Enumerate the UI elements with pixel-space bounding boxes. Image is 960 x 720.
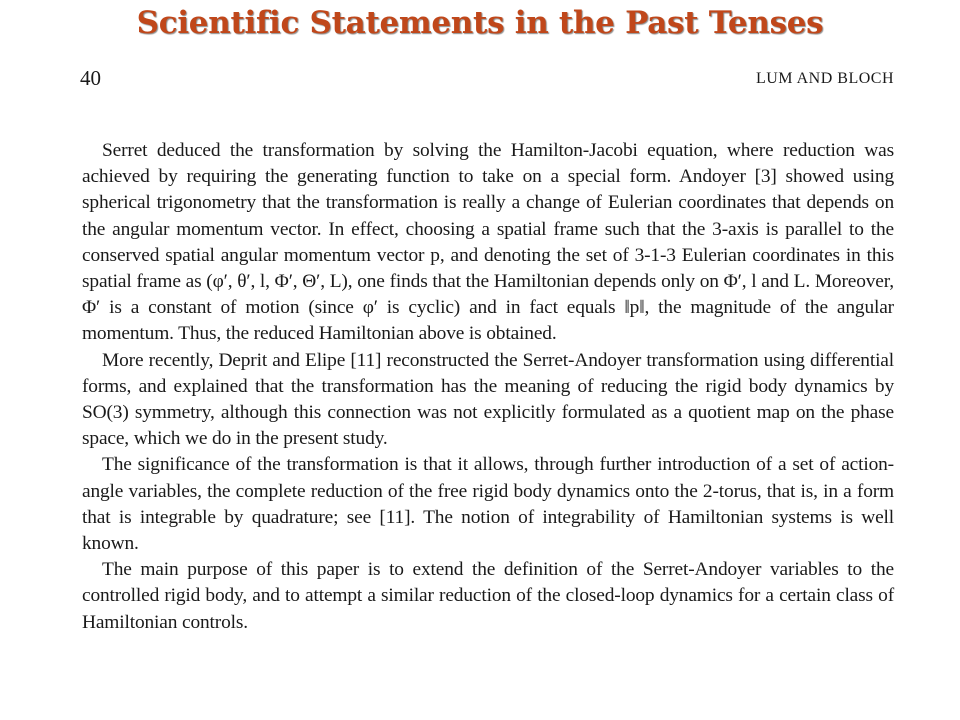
paragraph-main-purpose: The main purpose of this paper is to extend the definition of the Serret-Andoyer variables to the controlled rigid body, and to attempt a similar reduction of the closed-loop dynamics for a certain class of Hamiltonian controls.	[82, 559, 894, 633]
slide-title: Scientific Statements in the Past Tenses	[136, 5, 824, 41]
body-text	[82, 138, 894, 636]
paragraph-significance: The significance of the transformation is that it allows, through further introduction of a set of action-angle variables, the complete reduction of the free rigid body dynamics onto the 2-torus, that is, in a form that is integrable by quadrature; see [11]. The notion of integrability of Hamiltonian systems is well known.	[82, 454, 894, 555]
paragraph-deprit-elipe: More recently, Deprit and Elipe [11] reconstructed the Serret-Andoyer transformation using differential forms, and explained that the transformation has the meaning of reducing the rigid body dynamics by SO(3) symmetry, although this connection was not explicitly formulated as a quotient map on the phase space, which we do in the present study.	[82, 349, 894, 450]
running-head: LUM AND BLOCH	[755, 70, 894, 87]
page-number: 40	[80, 66, 101, 90]
paragraph-serret-andoyer: Serret deduced the transformation by solving the Hamilton-Jacobi equation, where reduction was achieved by requiring the generating function to take on a special form. Andoyer [3] showed using spherical trigonometry that the transformation is really a change of Eulerian coordinates that depends on the angular momentum vector. In effect, choosing a spatial frame such that the 3-axis is parallel to the conserved spatial angular momentum vector p, and denoting the set of 3-1-3 Eulerian coordinates in this spatial frame as (φ′, θ′, l, Φ′, Θ′, L), one finds that the Hamiltonian depends only on Φ′, l and L. Moreover, Φ′ is a constant of motion (since φ′ is cyclic) and in fact equals ‖p‖, the magnitude of the angular momentum. Thus, the reduced Hamiltonian above is obtained.	[82, 140, 894, 345]
